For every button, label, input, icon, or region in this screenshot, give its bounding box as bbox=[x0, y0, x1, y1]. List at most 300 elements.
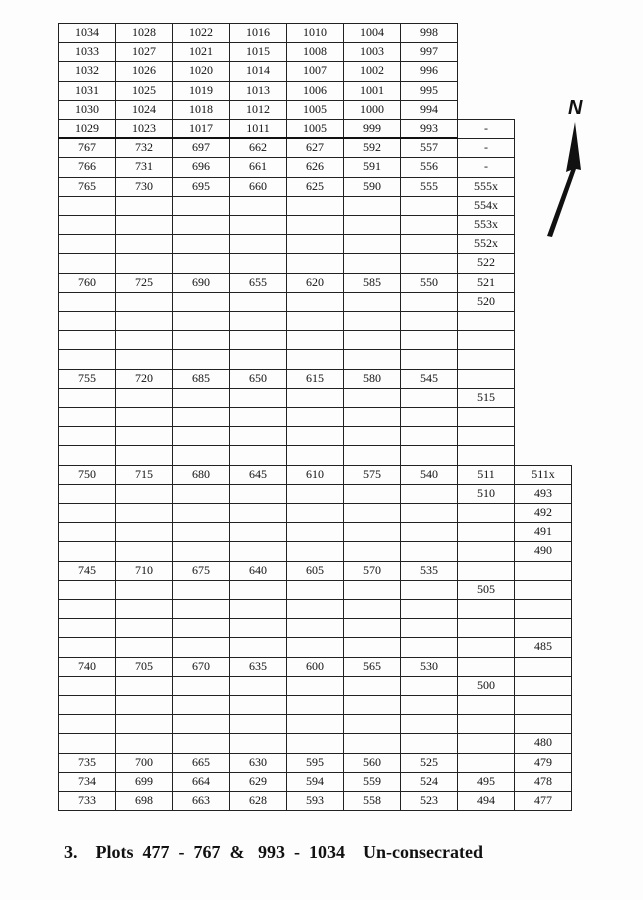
plot-cell: 525 bbox=[400, 753, 458, 773]
plot-cell bbox=[343, 292, 401, 312]
plot-cell bbox=[172, 253, 230, 273]
plot-cell bbox=[229, 292, 287, 312]
plot-cell bbox=[115, 484, 173, 504]
plot-cell: 1018 bbox=[172, 100, 230, 120]
plot-cell bbox=[172, 330, 230, 350]
plot-cell: 553x bbox=[457, 215, 515, 235]
plot-cell: 592 bbox=[343, 138, 401, 158]
plot-cell: 710 bbox=[115, 561, 173, 581]
plot-cell bbox=[229, 445, 287, 465]
plot-cell bbox=[286, 580, 344, 600]
plot-cell: 755 bbox=[58, 369, 116, 389]
plot-cell bbox=[115, 714, 173, 734]
plot-cell: 560 bbox=[343, 753, 401, 773]
plot-cell bbox=[229, 215, 287, 235]
plot-cell bbox=[115, 349, 173, 369]
plot-cell: 760 bbox=[58, 273, 116, 293]
plot-cell bbox=[115, 426, 173, 446]
plot-cell: 1031 bbox=[58, 81, 116, 101]
plot-cell bbox=[400, 445, 458, 465]
plot-cell: 1028 bbox=[115, 23, 173, 43]
plot-cell: 640 bbox=[229, 561, 287, 581]
plot-cell bbox=[343, 234, 401, 254]
plot-cell bbox=[286, 541, 344, 561]
plot-cell bbox=[229, 580, 287, 600]
plot-cell: 485 bbox=[514, 637, 572, 657]
plot-cell: 585 bbox=[343, 273, 401, 293]
plot-cell bbox=[343, 445, 401, 465]
plot-cell bbox=[400, 196, 458, 216]
plot-cell: 1029 bbox=[58, 119, 116, 139]
plot-cell bbox=[400, 234, 458, 254]
plot-cell bbox=[58, 503, 116, 523]
plot-cell: 615 bbox=[286, 369, 344, 389]
plot-cell: 515 bbox=[457, 388, 515, 408]
plot-cell: 558 bbox=[343, 791, 401, 811]
plot-cell: 565 bbox=[343, 657, 401, 677]
plot-cell bbox=[172, 618, 230, 638]
plot-cell bbox=[58, 695, 116, 715]
plot-cell: 655 bbox=[229, 273, 287, 293]
plot-cell bbox=[343, 733, 401, 753]
plot-cell bbox=[457, 330, 515, 350]
plot-cell: 1007 bbox=[286, 61, 344, 81]
plot-cell bbox=[343, 388, 401, 408]
plot-cell bbox=[172, 407, 230, 427]
plot-cell: 1001 bbox=[343, 81, 401, 101]
plot-cell bbox=[172, 388, 230, 408]
plot-cell: 1011 bbox=[229, 119, 287, 139]
plot-cell: 600 bbox=[286, 657, 344, 677]
plot-cell bbox=[457, 637, 515, 657]
plot-cell bbox=[58, 234, 116, 254]
plot-cell: 626 bbox=[286, 157, 344, 177]
plot-cell: 505 bbox=[457, 580, 515, 600]
plot-cell bbox=[172, 714, 230, 734]
plot-cell bbox=[343, 580, 401, 600]
plot-cell bbox=[115, 292, 173, 312]
plot-cell: 511x bbox=[514, 465, 572, 485]
plot-cell bbox=[514, 657, 572, 677]
plot-cell: 575 bbox=[343, 465, 401, 485]
plot-cell: 1012 bbox=[229, 100, 287, 120]
plot-cell: 1002 bbox=[343, 61, 401, 81]
plot-cell: 998 bbox=[400, 23, 458, 43]
plot-cell: 510 bbox=[457, 484, 515, 504]
plot-cell bbox=[286, 484, 344, 504]
plot-cell: 500 bbox=[457, 676, 515, 696]
plot-cell bbox=[457, 695, 515, 715]
plot-cell: 530 bbox=[400, 657, 458, 677]
plot-cell bbox=[457, 714, 515, 734]
plot-cell bbox=[400, 503, 458, 523]
plot-cell bbox=[514, 580, 572, 600]
plot-cell: 610 bbox=[286, 465, 344, 485]
plot-cell: - bbox=[457, 119, 515, 139]
plot-cell: 740 bbox=[58, 657, 116, 677]
plot-cell: 595 bbox=[286, 753, 344, 773]
plot-cell bbox=[58, 676, 116, 696]
plot-cell bbox=[172, 445, 230, 465]
plot-cell bbox=[172, 311, 230, 331]
plot-cell bbox=[400, 599, 458, 619]
plot-cell bbox=[229, 407, 287, 427]
plot-cell bbox=[400, 618, 458, 638]
plot-cell bbox=[58, 349, 116, 369]
plot-cell bbox=[58, 292, 116, 312]
plot-cell: 650 bbox=[229, 369, 287, 389]
plot-cell bbox=[400, 349, 458, 369]
plot-cell bbox=[229, 503, 287, 523]
plot-cell: 521 bbox=[457, 273, 515, 293]
plot-cell bbox=[343, 541, 401, 561]
plot-cell: 1034 bbox=[58, 23, 116, 43]
plot-cell bbox=[457, 311, 515, 331]
plot-cell bbox=[172, 503, 230, 523]
plot-cell bbox=[172, 426, 230, 446]
plot-cell bbox=[343, 676, 401, 696]
plot-cell bbox=[343, 196, 401, 216]
plot-cell: 478 bbox=[514, 772, 572, 792]
plot-cell: 995 bbox=[400, 81, 458, 101]
plot-cell: 545 bbox=[400, 369, 458, 389]
plot-cell bbox=[58, 522, 116, 542]
plot-cell bbox=[229, 388, 287, 408]
plot-cell bbox=[457, 349, 515, 369]
plot-cell bbox=[457, 733, 515, 753]
plot-cell bbox=[514, 695, 572, 715]
plot-cell bbox=[58, 311, 116, 331]
plot-cell: 660 bbox=[229, 177, 287, 197]
plot-cell bbox=[457, 426, 515, 446]
plot-cell bbox=[457, 618, 515, 638]
plot-cell: 1013 bbox=[229, 81, 287, 101]
plot-cell bbox=[286, 676, 344, 696]
plot-cell bbox=[400, 733, 458, 753]
plot-cell: 479 bbox=[514, 753, 572, 773]
plot-cell bbox=[457, 599, 515, 619]
plot-cell bbox=[400, 311, 458, 331]
plot-cell bbox=[172, 196, 230, 216]
plot-cell bbox=[286, 407, 344, 427]
plot-cell bbox=[400, 484, 458, 504]
plot-cell: 994 bbox=[400, 100, 458, 120]
plot-cell bbox=[286, 292, 344, 312]
plot-cell: 591 bbox=[343, 157, 401, 177]
plot-cell bbox=[58, 196, 116, 216]
plot-cell bbox=[400, 253, 458, 273]
plot-cell bbox=[172, 349, 230, 369]
plot-cell: 627 bbox=[286, 138, 344, 158]
plot-cell bbox=[172, 580, 230, 600]
plot-cell bbox=[172, 215, 230, 235]
plot-cell bbox=[172, 522, 230, 542]
plot-cell: 745 bbox=[58, 561, 116, 581]
plot-cell: 522 bbox=[457, 253, 515, 273]
plot-cell: 620 bbox=[286, 273, 344, 293]
plot-cell: 765 bbox=[58, 177, 116, 197]
plot-cell bbox=[58, 599, 116, 619]
plot-cell: 493 bbox=[514, 484, 572, 504]
plot-cell: 1005 bbox=[286, 100, 344, 120]
plot-cell bbox=[286, 196, 344, 216]
plot-cell: 1033 bbox=[58, 42, 116, 62]
plot-cell bbox=[172, 292, 230, 312]
plot-cell: 555 bbox=[400, 177, 458, 197]
plot-cell bbox=[286, 522, 344, 542]
plot-cell: 715 bbox=[115, 465, 173, 485]
plot-cell bbox=[457, 503, 515, 523]
plot-cell: 1020 bbox=[172, 61, 230, 81]
plot-cell bbox=[514, 618, 572, 638]
plot-cell bbox=[172, 599, 230, 619]
plot-cell: 1026 bbox=[115, 61, 173, 81]
plot-cell bbox=[400, 330, 458, 350]
plot-cell: 1005 bbox=[286, 119, 344, 139]
plot-cell: 557 bbox=[400, 138, 458, 158]
plot-cell bbox=[229, 311, 287, 331]
plot-cell bbox=[286, 637, 344, 657]
plot-cell bbox=[400, 522, 458, 542]
plot-cell bbox=[115, 695, 173, 715]
plot-cell: 645 bbox=[229, 465, 287, 485]
plot-cell: 999 bbox=[343, 119, 401, 139]
plot-cell: 555x bbox=[457, 177, 515, 197]
plot-cell bbox=[229, 676, 287, 696]
page-caption: 3. Plots 477 - 767 & 993 - 1034 Un-consecrated bbox=[64, 842, 483, 862]
plot-cell bbox=[286, 234, 344, 254]
plot-cell: 705 bbox=[115, 657, 173, 677]
plot-cell: 725 bbox=[115, 273, 173, 293]
plot-cell bbox=[115, 541, 173, 561]
plot-cell bbox=[343, 618, 401, 638]
plot-cell: 523 bbox=[400, 791, 458, 811]
plot-cell bbox=[172, 695, 230, 715]
plot-cell: 559 bbox=[343, 772, 401, 792]
plot-cell: 664 bbox=[172, 772, 230, 792]
plot-cell: 733 bbox=[58, 791, 116, 811]
plot-cell: 556 bbox=[400, 157, 458, 177]
plot-cell: 766 bbox=[58, 157, 116, 177]
plot-cell bbox=[286, 388, 344, 408]
north-label: N bbox=[568, 97, 583, 119]
plot-cell bbox=[400, 292, 458, 312]
plot-cell bbox=[115, 407, 173, 427]
plot-cell: 1023 bbox=[115, 119, 173, 139]
plot-cell: 732 bbox=[115, 138, 173, 158]
plot-cell: 570 bbox=[343, 561, 401, 581]
plot-cell: 661 bbox=[229, 157, 287, 177]
plot-cell: 477 bbox=[514, 791, 572, 811]
plot-cell bbox=[343, 637, 401, 657]
plot-cell bbox=[229, 733, 287, 753]
plot-cell bbox=[58, 580, 116, 600]
plot-cell bbox=[343, 349, 401, 369]
plot-cell bbox=[58, 330, 116, 350]
plot-cell: 593 bbox=[286, 791, 344, 811]
plot-cell bbox=[286, 503, 344, 523]
plot-cell bbox=[229, 234, 287, 254]
plot-cell bbox=[286, 714, 344, 734]
plot-cell: 720 bbox=[115, 369, 173, 389]
plot-cell bbox=[115, 637, 173, 657]
plot-cell: 735 bbox=[58, 753, 116, 773]
plot-cell: 680 bbox=[172, 465, 230, 485]
plot-cell: 700 bbox=[115, 753, 173, 773]
plot-cell bbox=[229, 522, 287, 542]
plot-cell bbox=[457, 561, 515, 581]
plot-cell bbox=[58, 618, 116, 638]
plot-cell bbox=[115, 445, 173, 465]
plot-cell: 495 bbox=[457, 772, 515, 792]
plot-cell bbox=[115, 580, 173, 600]
plot-cell: 1010 bbox=[286, 23, 344, 43]
plot-cell bbox=[457, 522, 515, 542]
plot-cell: 490 bbox=[514, 541, 572, 561]
plot-cell bbox=[58, 445, 116, 465]
plot-cell: 1006 bbox=[286, 81, 344, 101]
plot-cell bbox=[172, 637, 230, 657]
plot-cell: 1016 bbox=[229, 23, 287, 43]
plot-cell: 1015 bbox=[229, 42, 287, 62]
plot-cell bbox=[229, 330, 287, 350]
plot-cell bbox=[400, 695, 458, 715]
plot-cell bbox=[400, 676, 458, 696]
plot-cell: 540 bbox=[400, 465, 458, 485]
plot-cell: 993 bbox=[400, 119, 458, 139]
plot-cell: 524 bbox=[400, 772, 458, 792]
plot-cell bbox=[115, 618, 173, 638]
plot-cell: 1021 bbox=[172, 42, 230, 62]
plot-cell bbox=[229, 253, 287, 273]
plot-cell bbox=[115, 196, 173, 216]
plot-cell bbox=[229, 426, 287, 446]
north-arrow bbox=[535, 92, 595, 247]
plot-cell: 580 bbox=[343, 369, 401, 389]
plot-cell bbox=[400, 541, 458, 561]
plot-cell bbox=[343, 407, 401, 427]
plot-cell bbox=[115, 522, 173, 542]
plot-cell bbox=[58, 637, 116, 657]
plot-cell: 731 bbox=[115, 157, 173, 177]
plot-cell: 695 bbox=[172, 177, 230, 197]
plot-cell bbox=[229, 714, 287, 734]
plot-cell: 1024 bbox=[115, 100, 173, 120]
plot-cell bbox=[115, 253, 173, 273]
plot-cell bbox=[115, 503, 173, 523]
plot-cell: 550 bbox=[400, 273, 458, 293]
plot-cell bbox=[115, 388, 173, 408]
plot-cell bbox=[343, 695, 401, 715]
plot-cell bbox=[457, 407, 515, 427]
plot-cell bbox=[400, 407, 458, 427]
plot-cell: 697 bbox=[172, 138, 230, 158]
plot-cell: 554x bbox=[457, 196, 515, 216]
plot-cell: 491 bbox=[514, 522, 572, 542]
plot-cell: 997 bbox=[400, 42, 458, 62]
plot-cell bbox=[172, 234, 230, 254]
plot-cell bbox=[514, 676, 572, 696]
plot-cell bbox=[343, 522, 401, 542]
plot-cell bbox=[286, 349, 344, 369]
plot-cell bbox=[343, 215, 401, 235]
plot-cell bbox=[286, 253, 344, 273]
plot-cell bbox=[514, 599, 572, 619]
plot-cell: 520 bbox=[457, 292, 515, 312]
plot-cell: 1027 bbox=[115, 42, 173, 62]
plot-cell: 605 bbox=[286, 561, 344, 581]
plot-cell: 1014 bbox=[229, 61, 287, 81]
plot-cell bbox=[286, 695, 344, 715]
plot-cell: 1025 bbox=[115, 81, 173, 101]
plot-cell: 1022 bbox=[172, 23, 230, 43]
plot-cell bbox=[58, 484, 116, 504]
plot-cell: 1019 bbox=[172, 81, 230, 101]
plot-cell bbox=[343, 714, 401, 734]
plot-cell: 628 bbox=[229, 791, 287, 811]
plot-cell bbox=[343, 253, 401, 273]
plot-cell bbox=[343, 311, 401, 331]
plot-cell bbox=[58, 541, 116, 561]
plot-cell bbox=[58, 215, 116, 235]
plot-cell bbox=[229, 695, 287, 715]
section-divider bbox=[58, 137, 458, 139]
plot-cell bbox=[400, 426, 458, 446]
plot-cell: 1032 bbox=[58, 61, 116, 81]
plot-cell bbox=[514, 714, 572, 734]
plot-cell bbox=[286, 426, 344, 446]
plot-cell bbox=[172, 484, 230, 504]
plot-cell bbox=[172, 541, 230, 561]
plot-cell: 730 bbox=[115, 177, 173, 197]
plot-cell bbox=[457, 753, 515, 773]
plot-cell: 690 bbox=[172, 273, 230, 293]
plot-cell bbox=[229, 196, 287, 216]
plot-cell: 629 bbox=[229, 772, 287, 792]
plot-cell bbox=[400, 580, 458, 600]
plot-cell: 552x bbox=[457, 234, 515, 254]
plot-cell bbox=[229, 484, 287, 504]
plot-cell: 662 bbox=[229, 138, 287, 158]
plot-cell bbox=[343, 484, 401, 504]
plot-cell bbox=[115, 330, 173, 350]
plot-cell bbox=[115, 311, 173, 331]
plot-cell bbox=[115, 676, 173, 696]
plot-cell: 685 bbox=[172, 369, 230, 389]
plot-cell bbox=[343, 426, 401, 446]
plot-cell: 665 bbox=[172, 753, 230, 773]
plot-cell bbox=[58, 388, 116, 408]
plot-cell bbox=[115, 234, 173, 254]
plot-cell: 1003 bbox=[343, 42, 401, 62]
plot-cell bbox=[400, 714, 458, 734]
plot-cell bbox=[286, 618, 344, 638]
plot-cell bbox=[172, 676, 230, 696]
plot-cell bbox=[286, 733, 344, 753]
plot-cell bbox=[457, 541, 515, 561]
plot-cell bbox=[457, 657, 515, 677]
plot-cell bbox=[229, 618, 287, 638]
plot-cell bbox=[229, 637, 287, 657]
plot-cell bbox=[286, 445, 344, 465]
plot-cell bbox=[58, 714, 116, 734]
plot-cell: 480 bbox=[514, 733, 572, 753]
plot-cell bbox=[58, 407, 116, 427]
plot-cell: 750 bbox=[58, 465, 116, 485]
plot-cell bbox=[229, 349, 287, 369]
plot-cell bbox=[172, 733, 230, 753]
plot-cell bbox=[229, 599, 287, 619]
